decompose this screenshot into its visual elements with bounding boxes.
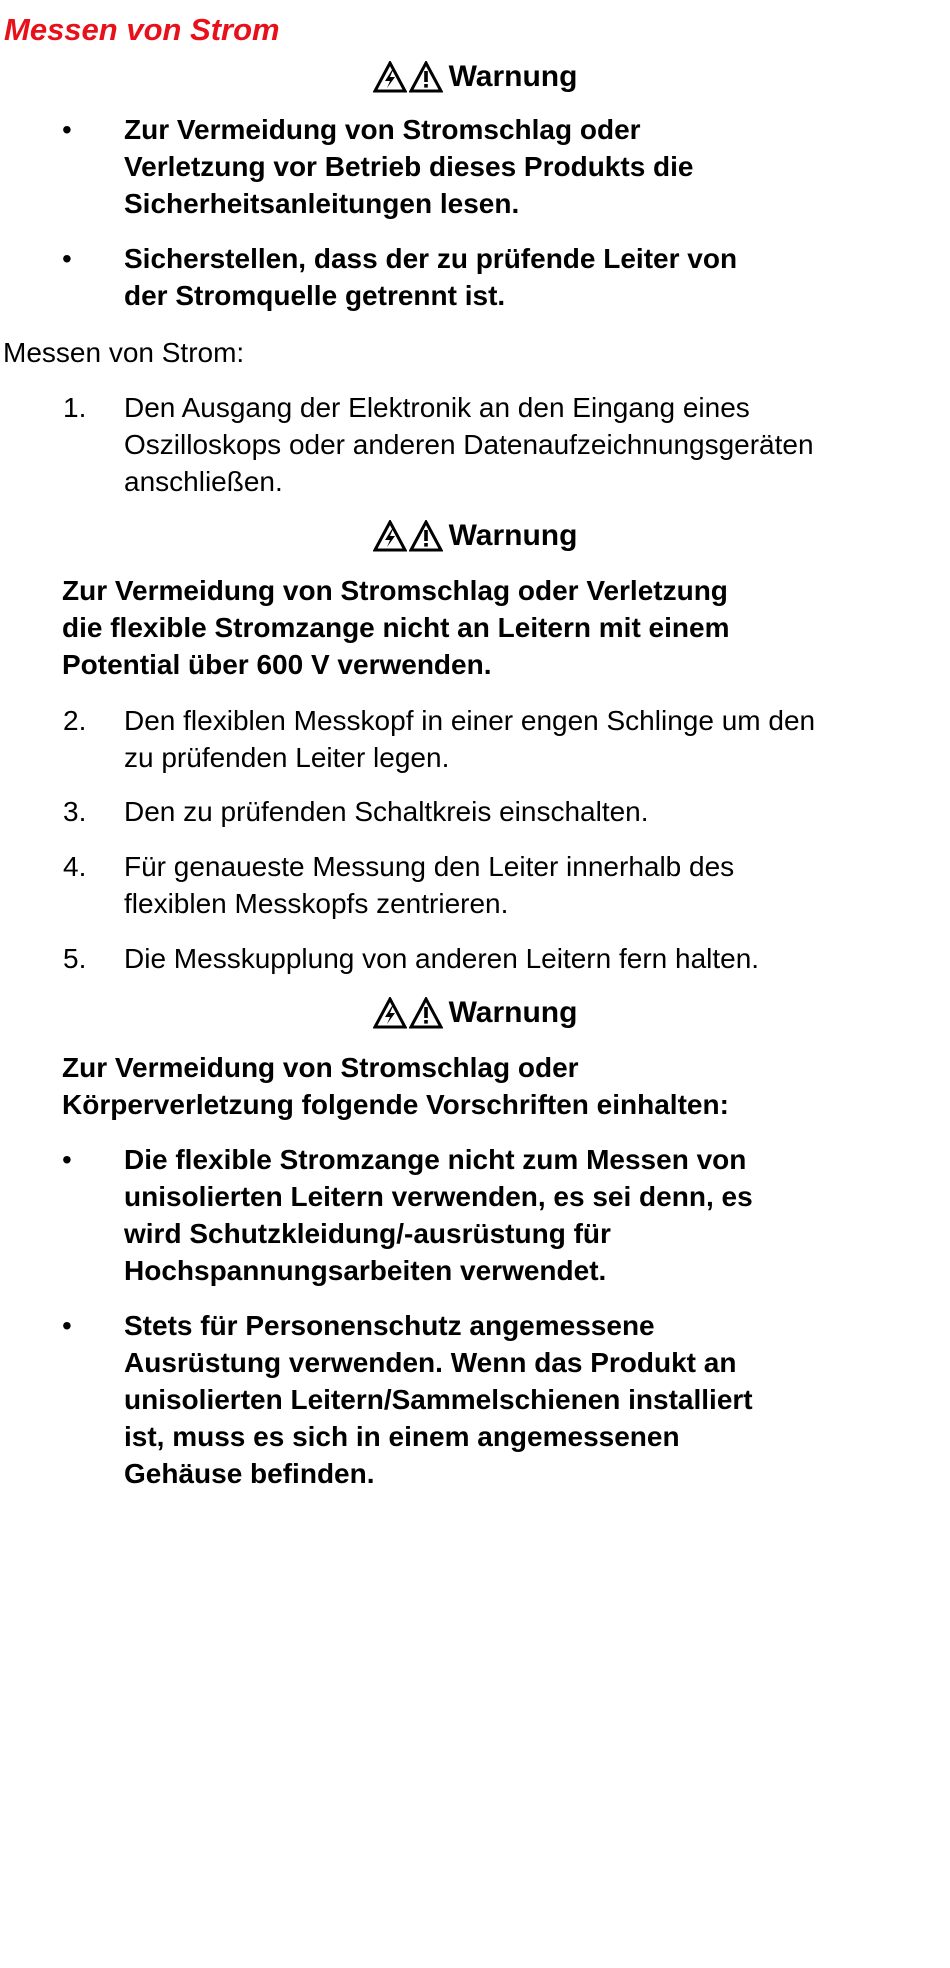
step-text: Den flexiblen Messkopf in einer engen Schlinge um den zu prüfenden Leiter legen. <box>124 705 816 773</box>
bullet-text: Die flexible Stromzange nicht zum Messen von unisolierten Leitern verwenden, es sei denn, es wird Schutzkleidung/-ausrüstung für Hochspannungsarbeiten verwendet. <box>124 1144 753 1286</box>
warning-2-line: die flexible Stromzange nicht an Leitern mit einem <box>62 612 730 643</box>
bullet-mark: • <box>62 1144 72 1175</box>
warning-2-line: Potential über 600 V verwenden. <box>62 649 492 680</box>
caution-icon <box>409 61 443 93</box>
step-number: 1. <box>63 392 87 423</box>
bullet-mark: • <box>62 1310 72 1341</box>
step-number: 2. <box>63 705 87 736</box>
warning-label: Warnung <box>448 60 578 93</box>
step-number: 3. <box>63 796 87 827</box>
shock-hazard-icon <box>373 997 407 1029</box>
shock-hazard-icon <box>373 61 407 93</box>
warning-title-3 <box>0 989 950 1037</box>
section-heading: Messen von Strom <box>4 12 280 47</box>
intro-text: Messen von Strom: <box>3 337 245 368</box>
warning-title-1 <box>0 53 950 101</box>
step-number: 5. <box>63 943 87 974</box>
warning-2-line: Zur Vermeidung von Stromschlag oder Verletzung <box>62 575 728 606</box>
bullet-text: Sicherstellen, dass der zu prüfende Leiter von der Stromquelle getrennt ist. <box>124 243 738 311</box>
warning-3-intro-line: Zur Vermeidung von Stromschlag oder <box>62 1052 579 1083</box>
bullet-text: Zur Vermeidung von Stromschlag oder Verletzung vor Betrieb dieses Produkts die Sicherheitsanleitungen lesen. <box>124 114 694 219</box>
step-text: Den zu prüfenden Schaltkreis einschalten. <box>124 796 649 827</box>
shock-hazard-icon <box>373 520 407 552</box>
warning-label: Warnung <box>448 519 578 552</box>
caution-icon <box>409 997 443 1029</box>
warning-3-intro-line: Körperverletzung folgende Vorschriften einhalten: <box>62 1089 729 1120</box>
warning-label: Warnung <box>448 996 578 1029</box>
bullet-mark: • <box>62 243 72 274</box>
step-number: 4. <box>63 851 87 882</box>
caution-icon <box>409 520 443 552</box>
bullet-mark: • <box>62 114 72 145</box>
step-text: Die Messkupplung von anderen Leitern fern halten. <box>124 943 760 974</box>
bullet-text: Stets für Personenschutz angemessene Ausrüstung verwenden. Wenn das Produkt an unisolierten Leitern/Sammelschienen installiert ist, muss es sich in einem angemessenen Gehäuse befinden. <box>124 1310 753 1489</box>
warning-title-2 <box>0 512 950 560</box>
step-text: Für genaueste Messung den Leiter innerhalb des flexiblen Messkopfs zentrieren. <box>124 851 735 919</box>
step-text: Den Ausgang der Elektronik an den Eingang eines Oszilloskops oder anderen Datenaufzeichnungsgeräten anschließen. <box>124 392 814 497</box>
